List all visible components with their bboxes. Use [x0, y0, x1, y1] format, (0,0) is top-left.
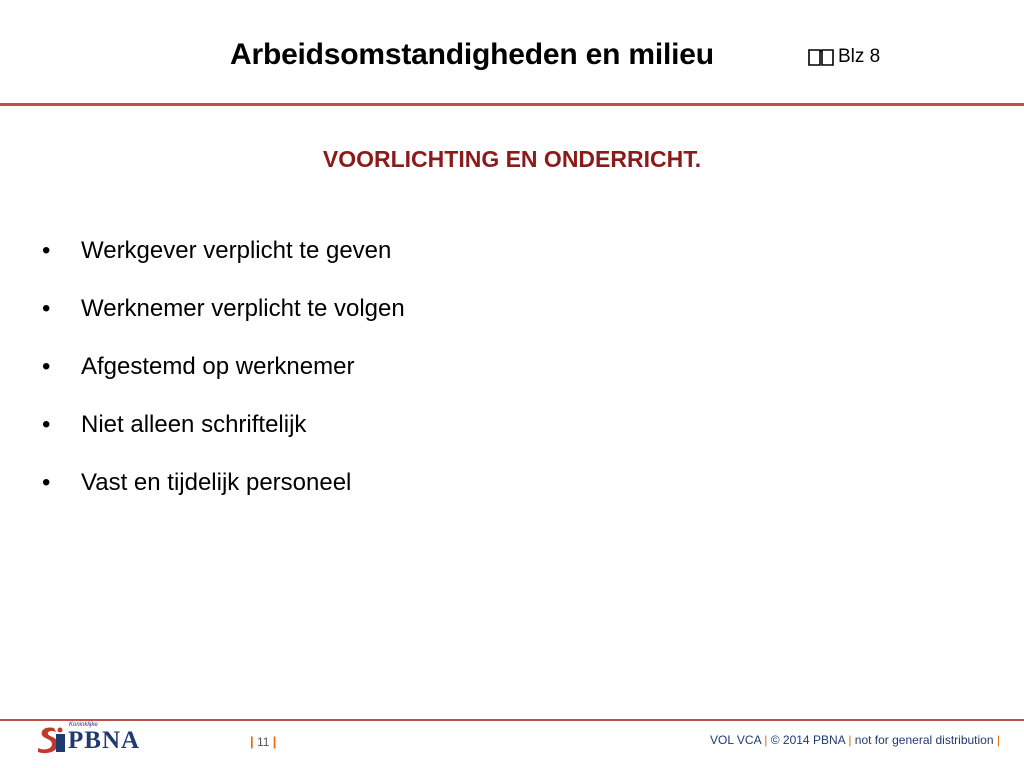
bullet-item — [40, 468, 405, 526]
bullet-marker: • — [42, 295, 51, 322]
pbna-mark-icon — [36, 726, 66, 754]
slide-number — [250, 734, 276, 749]
footer-copyright-year: © 2014 PBNA — [770, 733, 845, 747]
bullet-item — [40, 294, 405, 352]
separator: | — [250, 734, 254, 749]
bullet-marker: • — [42, 469, 51, 496]
header-divider — [0, 103, 1024, 106]
footer-distribution-note: not for general distribution — [854, 733, 994, 747]
footer-course: VOL VCA — [710, 733, 761, 747]
bullet-text: Werknemer verplicht te volgen — [81, 295, 405, 322]
bullet-list — [40, 236, 405, 526]
bullet-text: Niet alleen schriftelijk — [81, 411, 307, 438]
logo-brand-text: PBNA — [68, 727, 141, 754]
logo-small-text: Koninklijke — [69, 722, 98, 728]
bullet-item — [40, 352, 405, 410]
page-reference-label: Blz 8 — [838, 46, 881, 67]
separator: | — [848, 733, 852, 747]
separator: | — [272, 734, 277, 749]
bullet-text: Afgestemd op werknemer — [81, 353, 355, 380]
footer-divider — [0, 719, 1024, 721]
bullet-item — [40, 410, 405, 468]
bullet-text: Vast en tijdelijk personeel — [81, 469, 352, 496]
footer-copyright — [710, 733, 1000, 747]
pbna-logo — [36, 722, 146, 754]
separator: | — [764, 733, 768, 747]
slide-title: Arbeidsomstandigheden en milieu — [230, 38, 714, 71]
slide-subtitle: VOORLICHTING EN ONDERRICHT. — [322, 146, 702, 172]
bullet-text: Werkgever verplicht te geven — [81, 237, 392, 264]
separator: | — [996, 733, 1000, 747]
bullet-marker: • — [42, 411, 51, 438]
book-icon — [808, 47, 834, 67]
slide-number-value: 11 — [256, 735, 270, 749]
bullet-marker: • — [42, 353, 51, 380]
bullet-marker: • — [42, 237, 51, 264]
page-reference — [808, 46, 880, 68]
bullet-item — [40, 236, 405, 294]
